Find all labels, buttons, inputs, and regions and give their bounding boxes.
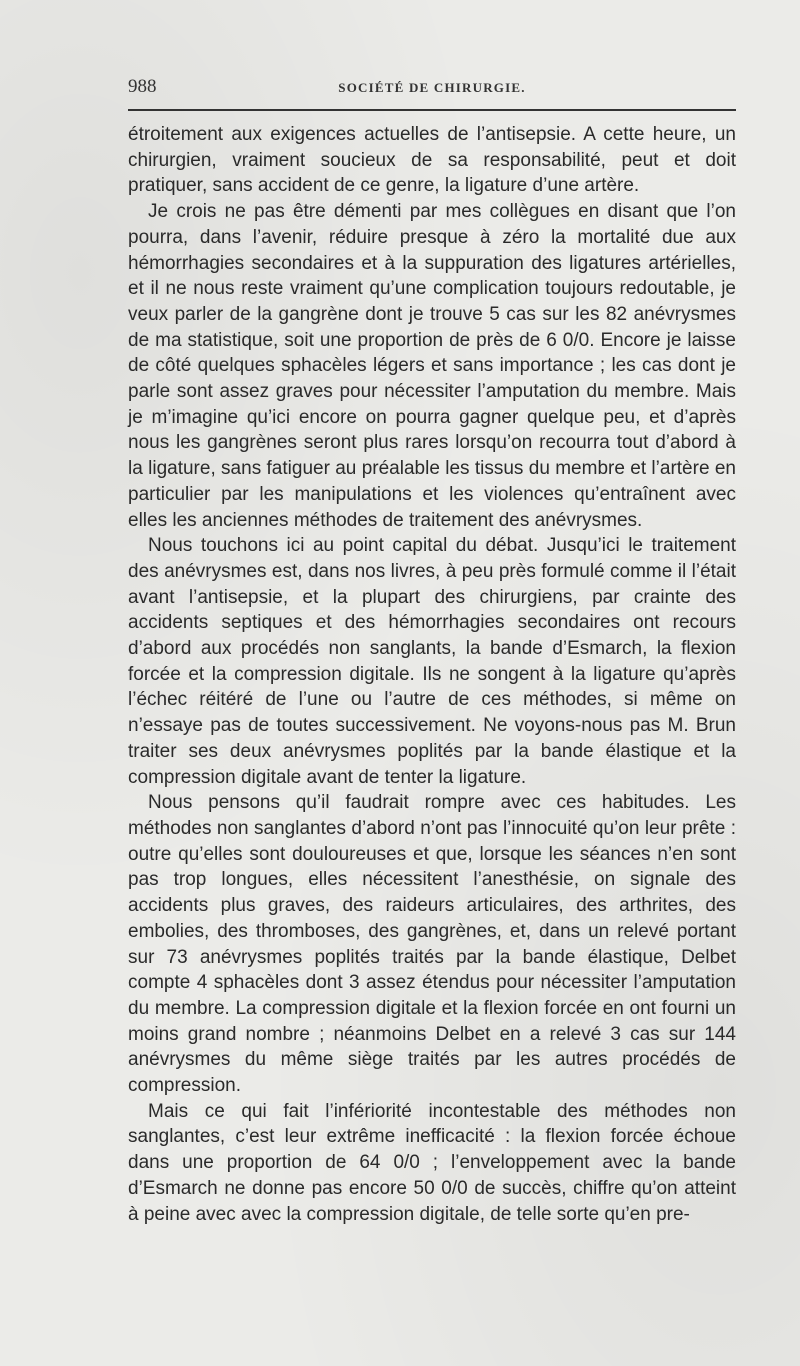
paragraph: Je crois ne pas être démenti par mes collègues en disant que l’on pourra, dans l’avenir, réduire presque à zéro la mortalité due aux hémorrhagies secondaires et à la suppuration des ligatures artérielles, et il ne nous reste vraiment qu’une complication toujours redoutable, je veux parler de la gangrène dont je trouve 5 cas sur les 82 anévrysmes de ma statistique, soit une proportion de près de 6 0/0. Encore je laisse de côté quelques sphacèles légers et sans importance ; les cas dont je parle sont assez graves pour nécessiter l’amputation du membre. Mais je m’imagine qu’ici encore on pourra gagner quelque peu, et d’après nous les gangrènes seront plus rares lorsqu’on recourra tout d’abord à la ligature, sans fatiguer au préalable les tissus du membre et l’artère en particulier par les manipulations et les violences qu’entraînent avec elles les anciennes méthodes de traitement des anévrysmes. — [128, 201, 736, 531]
paragraph: Mais ce qui fait l’infériorité incontestable des méthodes non sanglantes, c’est leur extrême inefficacité : la flexion forcée échoue dans une proportion de 64 0/0 ; l’enveloppement avec la bande d’Esmarch ne donne pas encore 50 0/0 de succès, chiffre qu’on atteint à peine avec avec la compression digitale, de telle sorte qu’en pre- — [128, 1100, 736, 1225]
page-header — [128, 76, 736, 100]
paragraph: Nous pensons qu’il faudrait rompre avec ces habitudes. Les méthodes non sanglantes d’abord n’ont pas l’innocuité qu’on leur prête : outre qu’elles sont douloureuses et que, lorsque les séances n’en sont pas trop longues, elles nécessitent l’anesthésie, on signale des accidents plus graves, des raideurs articulaires, des arthrites, des embolies, des thromboses, des gangrènes, et, dans un relevé portant sur 73 anévrysmes poplités traités par la bande élastique, Delbet compte 4 sphacèles dont 3 assez étendus pour nécessiter l’amputation du membre. La compression digitale et la flexion forcée en ont fourni un moins grand nombre ; néanmoins Delbet en a relevé 3 cas sur 144 anévrysmes du même siège traités par les autres procédés de compression. — [128, 792, 736, 1097]
paragraph: Nous touchons ici au point capital du débat. Jusqu’ici le traitement des anévrysmes est, dans nos livres, à peu près formulé comme il l’était avant l’antisepsie, et la plupart des chirurgiens, par crainte des accidents septiques et des hémorrhagies secondaires ont recours d’abord aux procédés non sanglants, la bande d’Esmarch, la flexion forcée et la compression digitale. Ils ne songent à la ligature qu’après l’échec réitéré de l’une ou l’autre de ces méthodes, si même on n’essaye pas de toutes successivement. Ne voyons-nous pas M. Brun traiter ses deux anévrysmes poplités par la bande élastique et la compression digitale avant de tenter la ligature. — [128, 535, 736, 788]
header-rule — [128, 109, 736, 111]
body-text — [128, 122, 736, 1227]
paragraph: étroitement aux exigences actuelles de l’antisepsie. A cette heure, un chirurgien, vraiment soucieux de sa responsabilité, peut et doit pratiquer, sans accident de ce genre, la ligature d’une artère. — [128, 124, 736, 197]
running-title: SOCIÉTÉ DE CHIRURGIE. — [338, 80, 526, 95]
page-number: 988 — [128, 76, 157, 97]
